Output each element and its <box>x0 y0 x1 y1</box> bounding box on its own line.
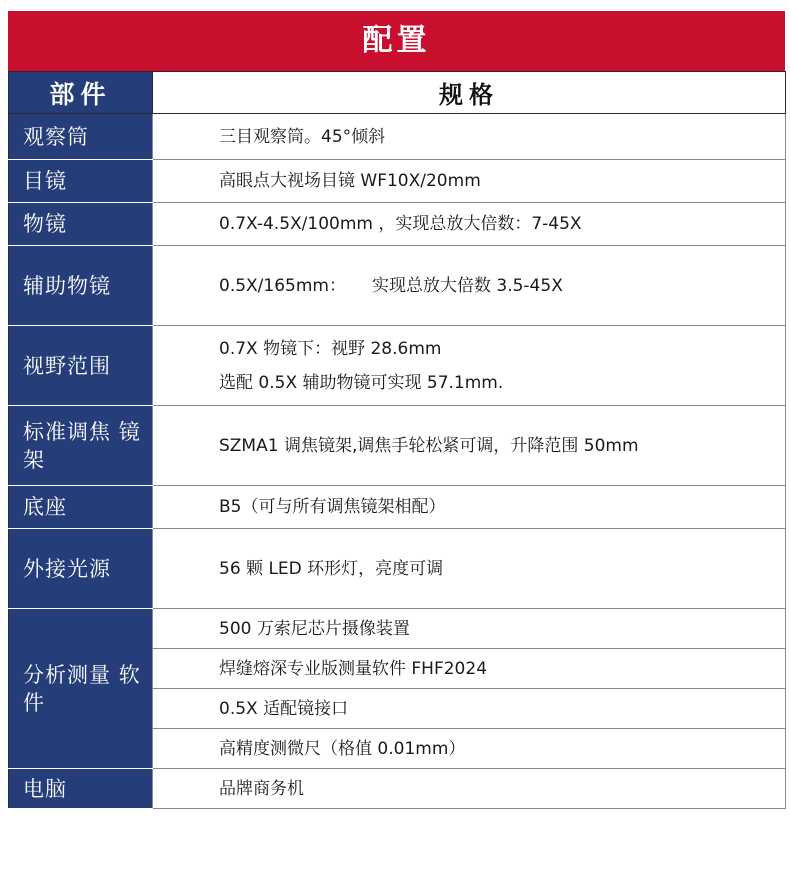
table-row <box>9 486 786 529</box>
row-value-line: 选配 0.5X 辅助物镜可实现 57.1mm. <box>219 372 504 393</box>
table-row <box>9 114 786 160</box>
row-label-line: 镜架 <box>23 419 141 472</box>
row-value: 56 颗 LED 环形灯，亮度可调 <box>153 529 786 609</box>
table-row <box>9 769 786 809</box>
row-label: 辅助物镜 <box>9 246 153 326</box>
table-row <box>9 529 786 609</box>
row-label: 视野范围 <box>9 326 153 406</box>
row-value: 高精度测微尺（格值 0.01mm） <box>153 729 786 769</box>
row-label: 观察筒 <box>9 114 153 160</box>
row-value-line: 0.7X 物镜下：视野 28.6mm <box>219 338 442 359</box>
row-label-line: 分析测量 <box>23 662 111 687</box>
row-value: 0.7X-4.5X/100mm ，实现总放大倍数：7-45X <box>153 203 786 246</box>
row-value: 500 万索尼芯片摄像装置 <box>153 609 786 649</box>
row-value: 焊缝熔深专业版测量软件 FHF2024 <box>153 649 786 689</box>
row-value: 0.5X 适配镜接口 <box>153 689 786 729</box>
table-row <box>9 406 786 486</box>
row-label: 电脑 <box>9 769 153 809</box>
row-value: 品牌商务机 <box>153 769 786 809</box>
config-sheet <box>8 11 785 809</box>
row-value: SZMA1 调焦镜架,调焦手轮松紧可调，升降范围 50mm <box>153 406 786 486</box>
row-value: 三目观察筒。45°倾斜 <box>153 114 786 160</box>
row-value-part: 0.5X/165mm： <box>219 275 346 296</box>
row-label: 物镜 <box>9 203 153 246</box>
config-table <box>8 71 786 809</box>
row-value <box>153 246 786 326</box>
row-label <box>9 406 153 486</box>
row-value: B5（可与所有调焦镜架相配） <box>153 486 786 529</box>
row-label-line: 软件 <box>23 662 141 715</box>
row-value <box>153 326 786 406</box>
row-value-part: 实现总放大倍数 3.5-45X <box>371 275 563 296</box>
row-label: 底座 <box>9 486 153 529</box>
page-title: 配置 <box>8 11 785 71</box>
row-label <box>9 609 153 769</box>
table-row <box>9 246 786 326</box>
table-header-row <box>9 72 786 114</box>
table-row <box>9 160 786 203</box>
table-row <box>9 609 786 649</box>
header-spec: 规格 <box>153 72 786 114</box>
row-label: 外接光源 <box>9 529 153 609</box>
table-row <box>9 203 786 246</box>
table-row <box>9 326 786 406</box>
row-label: 目镜 <box>9 160 153 203</box>
row-label-line: 标准调焦 <box>23 419 111 444</box>
header-part: 部件 <box>9 72 153 114</box>
row-value: 高眼点大视场目镜 WF10X/20mm <box>153 160 786 203</box>
